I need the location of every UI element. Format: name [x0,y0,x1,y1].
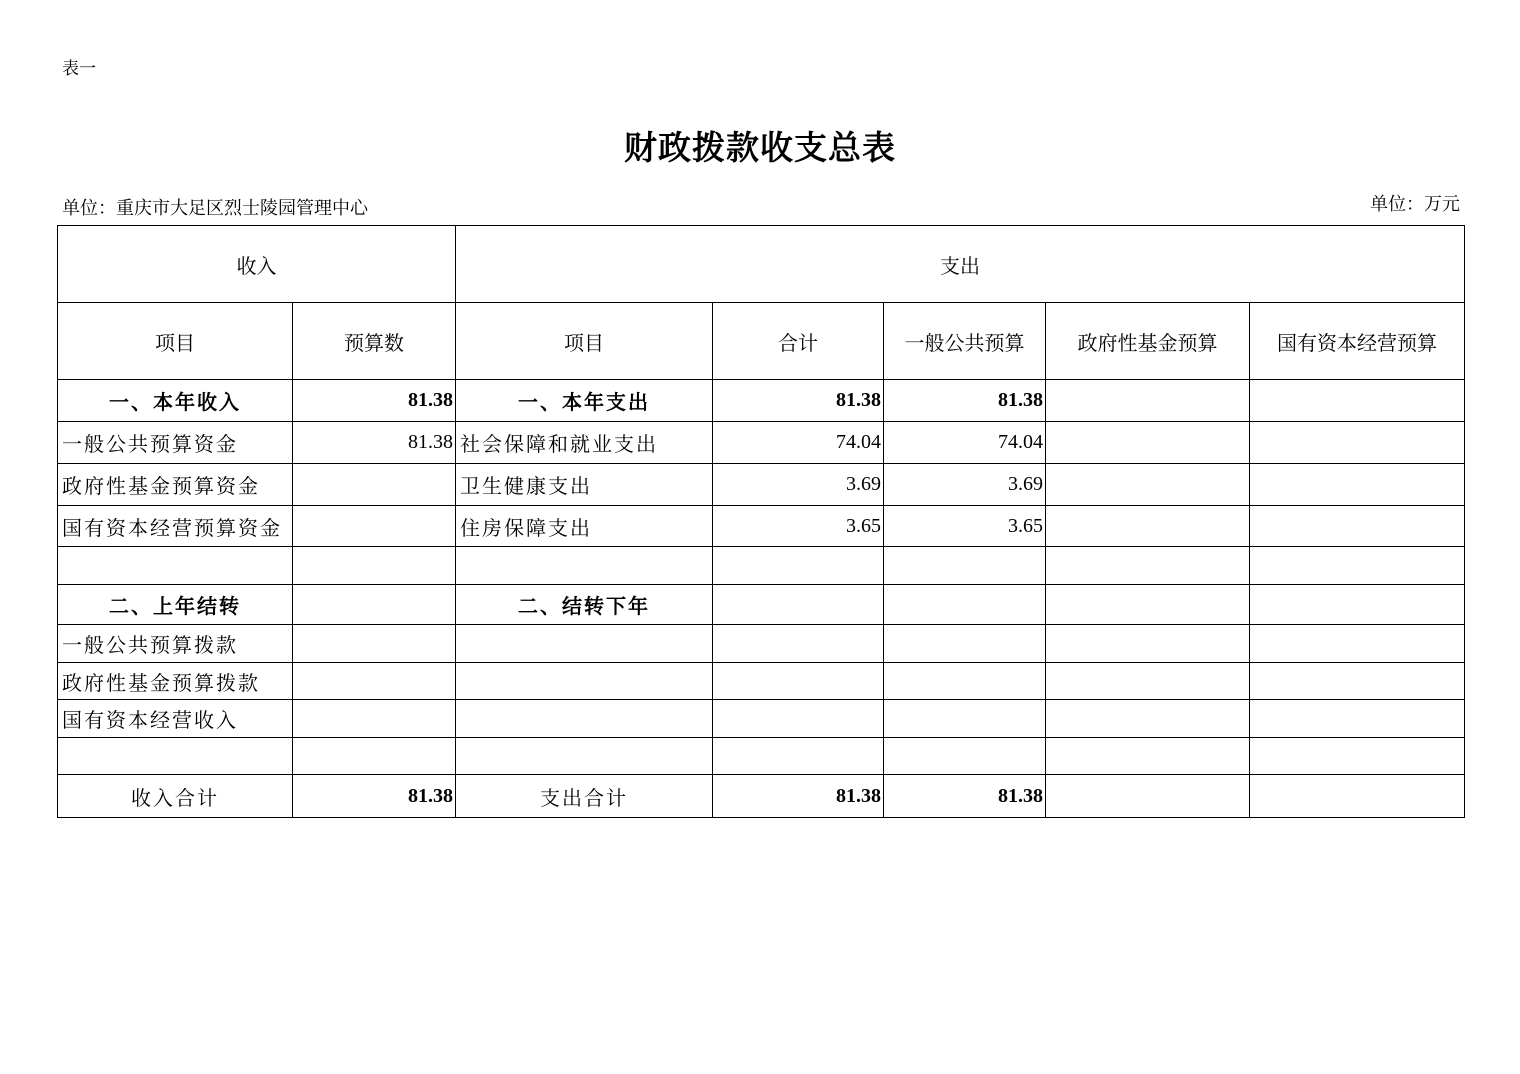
table-cell [58,547,293,585]
table-cell [293,464,456,506]
budget-table [57,225,1465,818]
table-cell [456,700,713,738]
income-group-header: 收入 [58,226,456,303]
table-cell [1250,625,1465,663]
table-cell [1046,585,1250,625]
table-cell: 3.65 [884,506,1046,547]
total-row [58,775,1465,818]
table-cell [1046,422,1250,464]
group-header-row [58,226,1465,303]
table-row [58,585,1465,625]
table-row [58,700,1465,738]
table-cell [1046,625,1250,663]
table-row [58,738,1465,775]
table-cell: 一般公共预算资金 [58,422,293,464]
table-cell [713,585,884,625]
table-cell [1250,380,1465,422]
table-cell: 二、上年结转 [58,585,293,625]
table-number-label: 表一 [62,59,96,79]
table-cell: 国有资本经营预算资金 [58,506,293,547]
page-title: 财政拨款收支总表 [624,128,896,167]
table-cell [1250,547,1465,585]
table-cell: 政府性基金预算资金 [58,464,293,506]
column-header: 项目 [456,303,713,380]
table-cell: 3.69 [884,464,1046,506]
column-header: 项目 [58,303,293,380]
table-row [58,625,1465,663]
column-header-row [58,303,1465,380]
table-cell: 收入合计 [58,775,293,818]
column-header: 预算数 [293,303,456,380]
table-cell [1046,738,1250,775]
column-header: 一般公共预算 [884,303,1046,380]
table-cell [1046,547,1250,585]
column-header: 政府性基金预算 [1046,303,1250,380]
table-cell [58,738,293,775]
table-cell [293,738,456,775]
organization-unit: 单位：重庆市大足区烈士陵园管理中心 [62,198,368,219]
table-cell: 支出合计 [456,775,713,818]
table-cell: 3.69 [713,464,884,506]
table-cell [1046,506,1250,547]
table-cell: 74.04 [713,422,884,464]
table-cell: 3.65 [713,506,884,547]
table-cell [1250,700,1465,738]
table-cell [293,700,456,738]
table-cell [293,585,456,625]
table-row [58,380,1465,422]
column-header: 合计 [713,303,884,380]
table-cell [713,547,884,585]
table-cell: 政府性基金预算拨款 [58,663,293,700]
table-row [58,506,1465,547]
table-cell [1250,464,1465,506]
table-row [58,547,1465,585]
table-cell [1250,775,1465,818]
table-cell [456,738,713,775]
table-cell: 住房保障支出 [456,506,713,547]
table-cell: 卫生健康支出 [456,464,713,506]
table-cell [884,738,1046,775]
table-row [58,422,1465,464]
table-cell [884,585,1046,625]
table-cell [1250,663,1465,700]
table-cell [1250,506,1465,547]
table-cell [713,700,884,738]
table-cell [456,663,713,700]
table-cell [884,700,1046,738]
table-cell: 81.38 [713,380,884,422]
table-cell [1046,464,1250,506]
table-cell [456,625,713,663]
table-cell [1046,700,1250,738]
table-cell [1046,663,1250,700]
table-cell [713,663,884,700]
table-cell: 一、本年收入 [58,380,293,422]
table-cell [293,625,456,663]
table-cell: 81.38 [293,422,456,464]
table-cell [884,663,1046,700]
table-cell [1046,380,1250,422]
table-cell: 81.38 [713,775,884,818]
table-cell: 国有资本经营收入 [58,700,293,738]
table-cell [293,506,456,547]
table-cell [884,625,1046,663]
table-cell [456,547,713,585]
table-cell [713,738,884,775]
table-cell: 一般公共预算拨款 [58,625,293,663]
table-cell [293,663,456,700]
table-cell [713,625,884,663]
table-cell: 社会保障和就业支出 [456,422,713,464]
table-cell [293,547,456,585]
column-header: 国有资本经营预算 [1250,303,1465,380]
table-cell [884,547,1046,585]
table-cell [1250,422,1465,464]
table-cell: 一、本年支出 [456,380,713,422]
table-row [58,464,1465,506]
table-cell: 81.38 [293,775,456,818]
table-cell [1250,585,1465,625]
currency-unit: 单位：万元 [1370,194,1460,215]
table-cell: 二、结转下年 [456,585,713,625]
table-cell: 81.38 [293,380,456,422]
table-cell [1046,775,1250,818]
expense-group-header: 支出 [456,226,1465,303]
table-cell [1250,738,1465,775]
table-cell: 81.38 [884,380,1046,422]
table-cell: 74.04 [884,422,1046,464]
table-cell: 81.38 [884,775,1046,818]
table-row [58,663,1465,700]
